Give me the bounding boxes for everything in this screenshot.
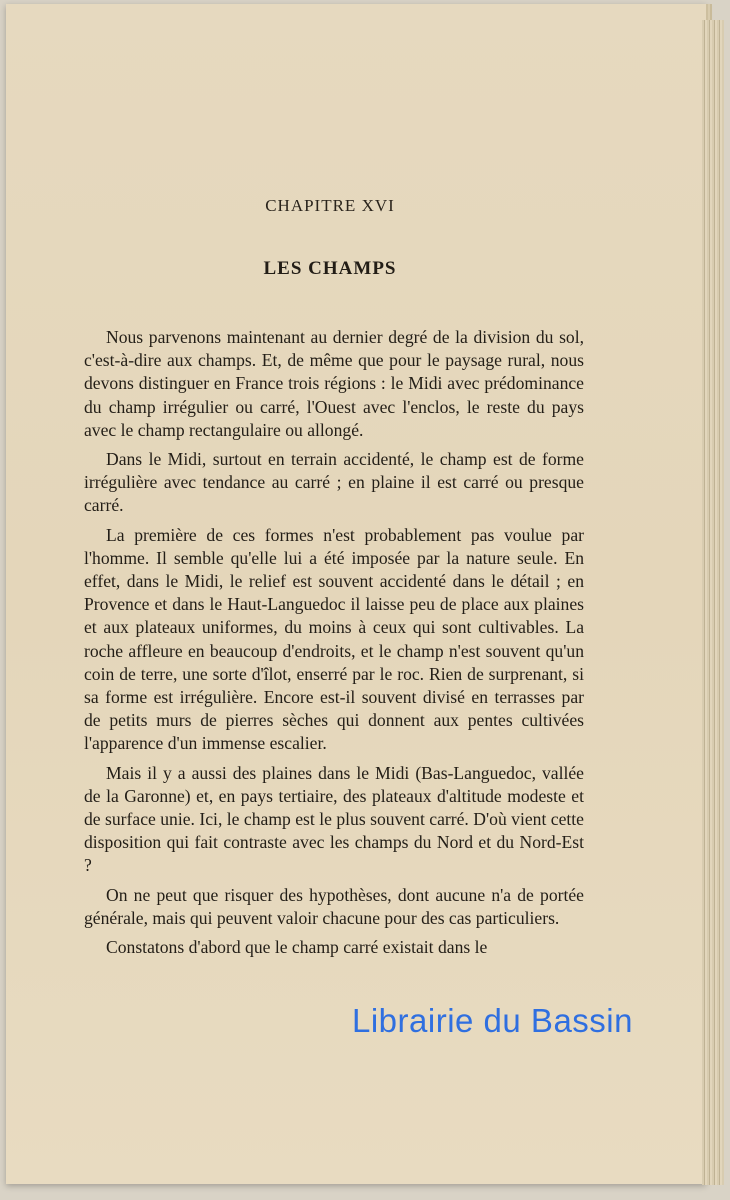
seller-watermark: Librairie du Bassin: [352, 1002, 633, 1039]
chapter-title: LES CHAMPS: [263, 258, 397, 279]
page-edges: [702, 20, 724, 1185]
paragraph: La première de ces formes n'est probablement pas voulue par l'homme. Il semble qu'elle lui a été imposée par la nature seule. En effet, dans le Midi, le relief est souvent accidenté dans le détail ; en Provence et dans le Haut-Languedoc il laisse peu de place aux plaines et aux plateaux uniformes, du moins à ceux qui sont cultivables. La roche affleure en beaucoup d'endroits, et le champ n'est souvent qu'un coin de terre, une sorte d'îlot, enserré par le roc. Rien de surprenant, si sa forme est irrégulière. Encore est-il souvent divisé en terrasses par de petits murs de pierres sèches qui donnent aux pentes cultivées l'apparence d'un immense escalier.: [84, 524, 584, 754]
paragraph: Mais il y a aussi des plaines dans le Midi (Bas-Languedoc, vallée de la Garonne) et, en pays tertiaire, des plateaux d'altitude modeste et de surface unie. Ici, le champ est le plus souvent carré. D'où vient cette disposition qui fait contraste avec les champs du Nord et du Nord-Est ?: [84, 762, 584, 876]
body-text: [84, 326, 584, 965]
chapter-heading: CHAPITRE XVI: [265, 196, 395, 215]
paragraph: Dans le Midi, surtout en terrain accidenté, le champ est de forme irrégulière avec tendance au carré ; en plaine il est carré ou presque carré.: [84, 449, 584, 516]
paragraph: On ne peut que risquer des hypothèses, dont aucune n'a de portée générale, mais qui peuvent valoir chacune pour des cas particuliers.: [84, 884, 584, 928]
paragraph: Nous parvenons maintenant au dernier degré de la division du sol, c'est-à-dire aux champs. Et, de même que pour le paysage rural, nous devons distinguer en France trois régions : le Midi avec prédominance du champ irrégulier ou carré, l'Ouest avec l'enclos, le reste du pays avec le champ rectangulaire ou allongé.: [84, 327, 584, 440]
paragraph: Constatons d'abord que le champ carré existait dans le: [106, 937, 488, 958]
